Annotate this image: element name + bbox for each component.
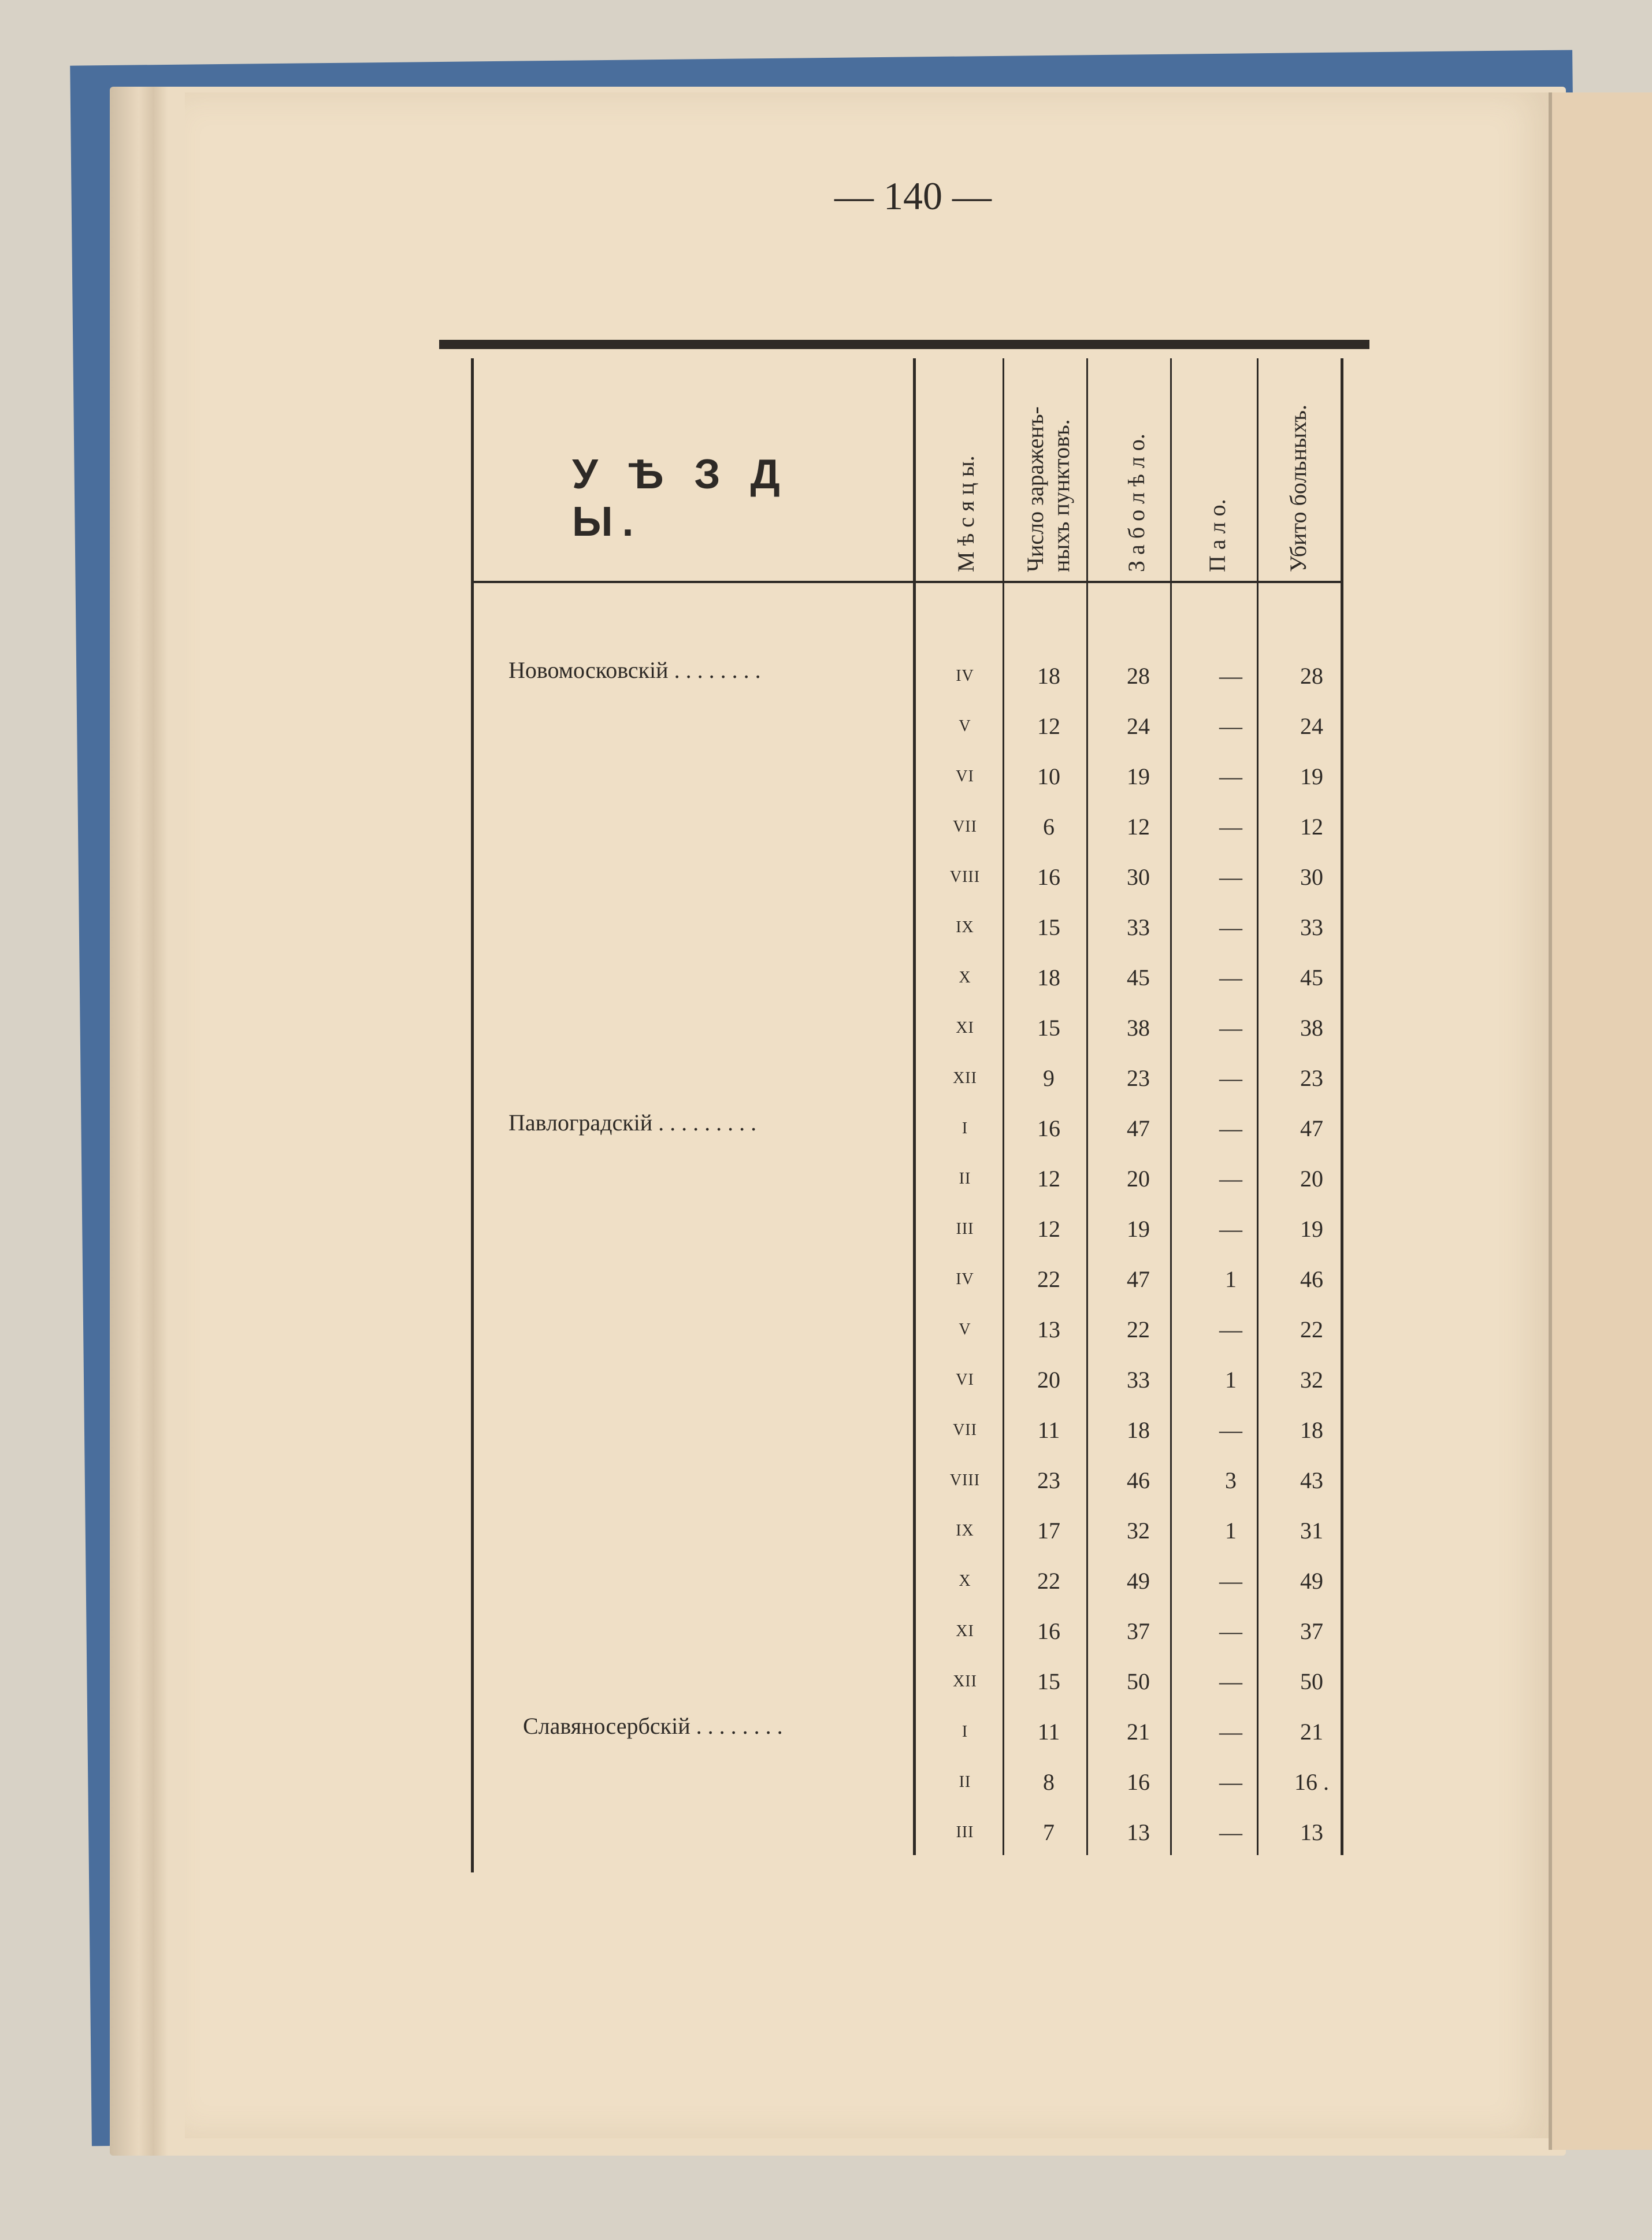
table-row [0,1162,1652,1196]
header-rule [471,581,1343,583]
month-cell: II [959,1773,971,1791]
sick-cell: 20 [1127,1166,1150,1192]
killed-cell: 50 [1300,1668,1323,1694]
table-row [0,1061,1652,1096]
page-number: — 140 — [834,174,992,218]
column-header-died: П а л о. [1204,499,1230,572]
sick-cell: 30 [1127,864,1150,890]
points-cell: 9 [1043,1065,1055,1091]
died-cell: — [1219,864,1242,890]
died-cell: — [1219,1568,1242,1594]
killed-cell: 19 [1300,1216,1323,1242]
died-cell: — [1219,1769,1242,1795]
month-cell: IX [956,1522,974,1540]
killed-cell: 43 [1300,1467,1323,1493]
points-cell: 17 [1037,1518,1060,1544]
sick-cell: 16 [1127,1769,1150,1795]
died-cell: — [1219,1316,1242,1342]
month-cell: X [959,1572,971,1590]
points-cell: 23 [1037,1467,1060,1493]
sick-cell: 22 [1127,1316,1150,1342]
died-cell: — [1219,1065,1242,1091]
points-cell: 16 [1037,864,1060,890]
table-row [0,1011,1652,1045]
table-row [0,1815,1652,1850]
killed-cell: 33 [1300,914,1323,940]
district-label: Новомосковскій . . . . . . . . [508,657,761,683]
killed-cell: 18 [1300,1417,1323,1443]
points-cell: 22 [1037,1266,1060,1292]
column-header-points-1: Число зараженъ- [1022,406,1048,572]
points-cell: 15 [1037,1015,1060,1041]
points-cell: 15 [1037,914,1060,940]
month-cell: XI [956,1622,974,1640]
sick-cell: 47 [1127,1266,1150,1292]
sick-cell: 18 [1127,1417,1150,1443]
points-cell: 13 [1037,1316,1060,1342]
table-row [0,1715,1652,1749]
points-cell: 7 [1043,1819,1055,1845]
table-row [0,810,1652,844]
died-cell: — [1219,965,1242,991]
killed-cell: 22 [1300,1316,1323,1342]
killed-cell: 49 [1300,1568,1323,1594]
died-cell: — [1219,1819,1242,1845]
killed-cell: 13 [1300,1819,1323,1845]
month-cell: VIII [949,868,981,886]
killed-cell: 23 [1300,1065,1323,1091]
district-label: Славяносербскій . . . . . . . . [523,1713,783,1739]
points-cell: 16 [1037,1618,1060,1644]
sick-cell: 33 [1127,1367,1150,1393]
died-cell: — [1219,1618,1242,1644]
month-cell: VI [956,1371,974,1389]
sick-cell: 21 [1127,1719,1150,1745]
killed-cell: 30 [1300,864,1323,890]
killed-cell: 38 [1300,1015,1323,1041]
sick-cell: 12 [1127,814,1150,840]
died-cell: 1 [1225,1518,1237,1544]
table-top-rule [439,340,1369,349]
killed-cell: 20 [1300,1166,1323,1192]
sick-cell: 49 [1127,1568,1150,1594]
points-cell: 12 [1037,1166,1060,1192]
month-cell: II [959,1170,971,1188]
died-cell: — [1219,1668,1242,1694]
table-row [0,1664,1652,1699]
points-cell: 20 [1037,1367,1060,1393]
died-cell: — [1219,914,1242,940]
table-row [0,1514,1652,1548]
month-cell: I [961,1723,968,1741]
table-row [0,1312,1652,1347]
month-cell: V [959,1321,971,1338]
month-cell: XI [956,1019,974,1037]
killed-cell: 28 [1300,663,1323,689]
died-cell: — [1219,713,1242,739]
sick-cell: 32 [1127,1518,1150,1544]
points-cell: 18 [1037,965,1060,991]
sick-cell: 28 [1127,663,1150,689]
sick-cell: 24 [1127,713,1150,739]
died-cell: — [1219,814,1242,840]
sick-cell: 13 [1127,1819,1150,1845]
died-cell: — [1219,663,1242,689]
died-cell: — [1219,1015,1242,1041]
table-row [0,1413,1652,1448]
month-cell: VII [953,1421,977,1439]
died-cell: 3 [1225,1467,1237,1493]
points-cell: 16 [1037,1115,1060,1141]
month-cell: IX [956,918,974,936]
month-cell: VII [953,818,977,836]
killed-cell: 19 [1300,763,1323,789]
killed-cell: 45 [1300,965,1323,991]
table-row [0,960,1652,995]
table-row [0,860,1652,895]
month-cell: V [959,717,971,735]
died-cell: — [1219,1719,1242,1745]
killed-cell: 31 [1300,1518,1323,1544]
sick-cell: 19 [1127,763,1150,789]
sick-cell: 45 [1127,965,1150,991]
month-cell: XII [953,1672,977,1690]
table-row [0,1765,1652,1800]
points-cell: 10 [1037,763,1060,789]
table-row [0,759,1652,794]
column-header-months: М ѣ с я ц ы. [953,455,979,572]
killed-cell: 47 [1300,1115,1323,1141]
points-cell: 12 [1037,1216,1060,1242]
column-header-points-2: ныхъ пунктовъ. [1048,419,1074,572]
killed-cell: 16 . [1294,1769,1329,1795]
died-cell: — [1219,1115,1242,1141]
died-cell: — [1219,1216,1242,1242]
month-cell: III [956,1823,974,1841]
points-cell: 12 [1037,713,1060,739]
points-cell: 11 [1037,1719,1060,1745]
table-row [0,1463,1652,1498]
killed-cell: 46 [1300,1266,1323,1292]
sick-cell: 46 [1127,1467,1150,1493]
points-cell: 22 [1037,1568,1060,1594]
sick-cell: 33 [1127,914,1150,940]
table-row [0,709,1652,744]
column-header-uezdy: У Ѣ З Д Ы. [572,451,789,545]
killed-cell: 12 [1300,814,1323,840]
month-cell: III [956,1220,974,1238]
killed-cell: 32 [1300,1367,1323,1393]
sick-cell: 50 [1127,1668,1150,1694]
points-cell: 15 [1037,1668,1060,1694]
month-cell: IV [956,667,974,685]
died-cell: 1 [1225,1266,1237,1292]
died-cell: — [1219,763,1242,789]
killed-cell: 24 [1300,713,1323,739]
month-cell: VI [956,767,974,785]
points-cell: 8 [1043,1769,1055,1795]
table-row [0,1111,1652,1146]
table-row [0,910,1652,945]
month-cell: I [961,1119,968,1137]
died-cell: — [1219,1417,1242,1443]
column-header-killed: Убито больныхъ. [1285,405,1311,572]
month-cell: X [959,969,971,987]
points-cell: 11 [1037,1417,1060,1443]
sick-cell: 37 [1127,1618,1150,1644]
points-cell: 18 [1037,663,1060,689]
table-row [0,1212,1652,1247]
killed-cell: 21 [1300,1719,1323,1745]
table-row [0,1564,1652,1599]
table-row [0,1614,1652,1649]
district-label: Павлоградскій . . . . . . . . . [508,1110,757,1136]
table-row [0,1363,1652,1397]
died-cell: — [1219,1166,1242,1192]
points-cell: 6 [1043,814,1055,840]
month-cell: VIII [949,1471,981,1489]
table-row [0,1262,1652,1297]
sick-cell: 38 [1127,1015,1150,1041]
column-header-sick: З а б о л ѣ л о. [1123,433,1149,572]
sick-cell: 47 [1127,1115,1150,1141]
month-cell: IV [956,1270,974,1288]
killed-cell: 37 [1300,1618,1323,1644]
died-cell: 1 [1225,1367,1237,1393]
sick-cell: 23 [1127,1065,1150,1091]
month-cell: XII [953,1069,977,1087]
table-row [0,659,1652,693]
sick-cell: 19 [1127,1216,1150,1242]
